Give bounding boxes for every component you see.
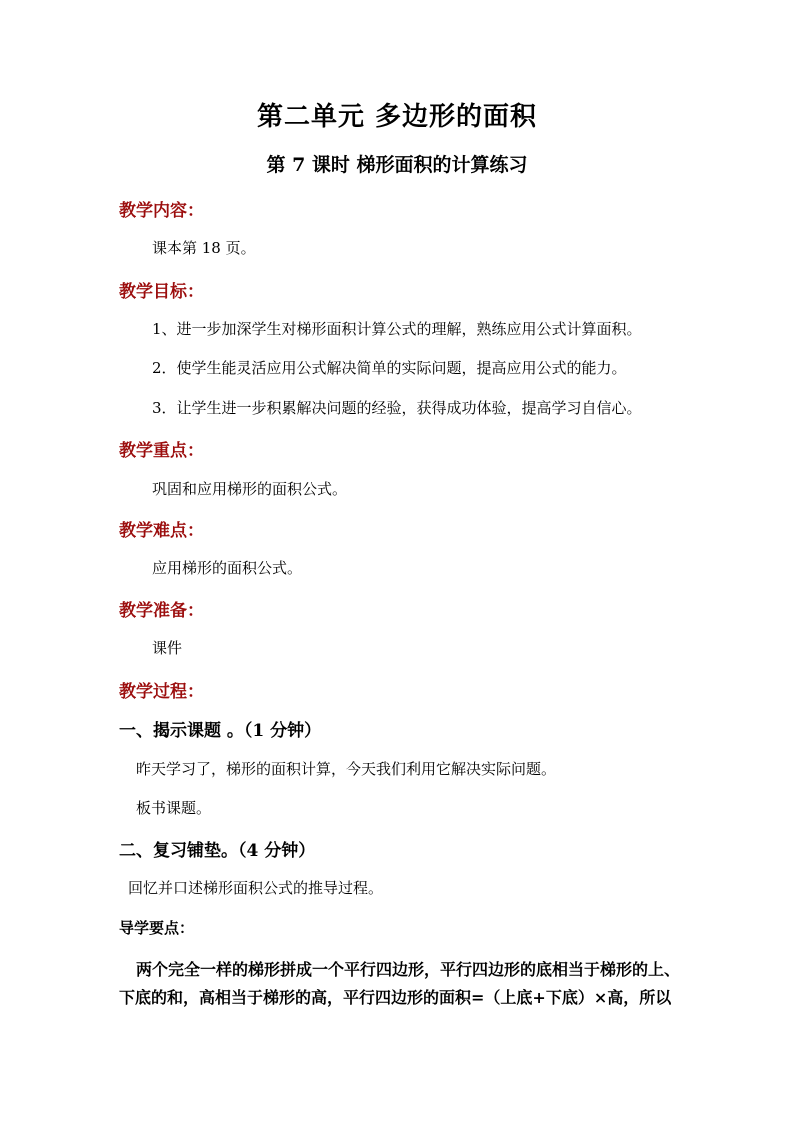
step1-heading: 一、揭示课题 。（1 分钟）: [119, 721, 322, 741]
guide-line: 两个完全一样的梯形拼成一个平行四边形，平行四边形的底相当于梯形的上、: [136, 960, 681, 979]
guide-line: 下底的和，高相当于梯形的高，平行四边形的面积=（上底+下底）×高，所以: [119, 988, 672, 1007]
content-text: 课本第 18 页。: [152, 239, 256, 257]
content-heading: 教学内容：: [119, 201, 204, 221]
prep-heading: 教学准备：: [119, 601, 204, 621]
goal-item: 1、进一步加深学生对梯形面积计算公式的理解，熟练应用公式计算面积。: [152, 320, 642, 338]
process-heading: 教学过程：: [119, 682, 204, 702]
goals-heading: 教学目标：: [119, 282, 204, 302]
step2-line: 回忆并口述梯形面积公式的推导过程。: [128, 879, 384, 897]
difficulty-text: 应用梯形的面积公式。: [152, 559, 303, 577]
key-text: 巩固和应用梯形的面积公式。: [152, 480, 348, 498]
step1-line: 昨天学习了，梯形的面积计算，今天我们利用它解决实际问题。: [136, 760, 557, 778]
unit-title: 第二单元 多边形的面积: [256, 102, 538, 132]
prep-text: 课件: [152, 639, 183, 657]
step1-line: 板书课题。: [136, 799, 212, 817]
guide-heading: 导学要点：: [119, 919, 195, 937]
step2-heading: 二、复习铺垫。（4 分钟）: [119, 841, 316, 861]
goal-item: 2．使学生能灵活应用公式解决简单的实际问题，提高应用公式的能力。: [152, 359, 627, 377]
difficulty-heading: 教学难点：: [119, 521, 204, 541]
lesson-title: 第 7 课时 梯形面积的计算练习: [266, 154, 528, 176]
key-heading: 教学重点：: [119, 441, 204, 461]
goal-item: 3．让学生进一步积累解决问题的经验，获得成功体验，提高学习自信心。: [152, 399, 642, 417]
